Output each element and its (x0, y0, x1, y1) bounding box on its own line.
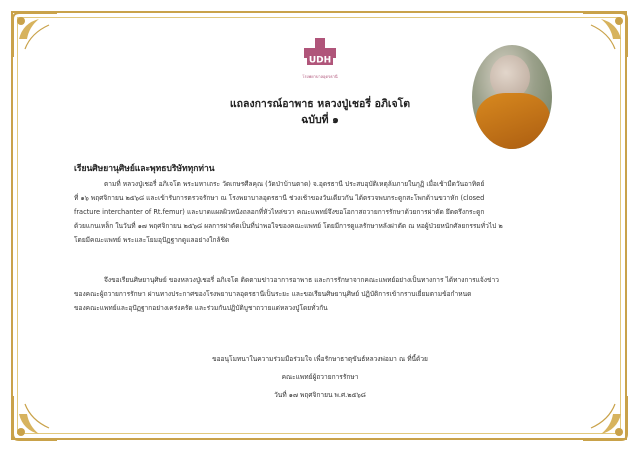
logo-text: UDH (308, 55, 332, 66)
logo-subtitle: โรงพยาบาลอุดรธานี (302, 74, 338, 79)
paragraph-line: โดยมีคณะแพทย์ พระและโยมอุปัฏฐากดูแลอย่างใกล้ชิด (74, 236, 230, 244)
hospital-logo-icon (304, 38, 336, 72)
title-line-1: แถลงการณ์อาพาธ หลวงปู่เชอรี่ อภิเจโต (229, 98, 411, 110)
salutation: เรียนศิษยานุศิษย์และพุทธบริษัททุกท่าน (74, 164, 215, 174)
hospital-logo (292, 38, 348, 98)
paragraph-line: จึงขอเรียนศิษยานุศิษย์ ของหลวงปู่เชอรี่ อภิเจโต ติดตามข่าวอาการอาพาธ และการรักษาจากคณะแพทย์อย่างเป็นทางการ ได้ทางการแจ้งข่าว (104, 276, 499, 284)
corner-ornament-icon (579, 9, 631, 61)
paragraph-2 (74, 273, 569, 315)
paragraph-line: ของคณะผู้ถวายการรักษา ผ่านทางประกาศของโรงพยาบาลอุดรธานีเป็นระยะ และขอเรียนศิษยานุศิษย์ ปฏิบัติการเข้ากราบเยี่ยมตามข้อกำหนด (74, 290, 472, 298)
closing-signatory: คณะแพทย์ผู้ถวายการรักษา (281, 373, 359, 381)
paragraph-line: ที่ ๑๖ พฤศจิกายน ๒๕๖๘ และเข้ารับการตรวจรักษา ณ โรงพยาบาลอุดรธานี ช่วงเช้าของวันเดียวกัน ได้ตรวจพบกระดูกสะโพกด้านขวาหัก (closed (74, 194, 485, 202)
paragraph-1 (74, 177, 569, 247)
paragraph-line: ตามที่ หลวงปู่เชอรี่ อภิเจโต พระมหาเถระ วัดเกษรศีลคุณ (วัดป่าบ้านตาด) จ.อุดรธานี ประสบอุบัติเหตุล้มภายในกุฏิ เมื่อเช้ามืดวันอาทิตย์ (104, 180, 485, 188)
title-line-2: ฉบับที่ ๑ (301, 114, 339, 126)
closing-thanks: ขออนุโมทนาในความร่วมมือร่วมใจ เพื่อรักษาธาตุขันธ์หลวงพ่อมา ณ ที่นี้ด้วย (212, 355, 428, 363)
closing-date: วันที่ ๑๗ พฤศจิกายน พ.ศ.๒๕๖๘ (274, 391, 366, 399)
closing-block (150, 350, 490, 404)
corner-ornament-icon (9, 9, 61, 61)
announcement-title (150, 96, 490, 128)
corner-ornament-icon (579, 392, 631, 444)
paragraph-line: fracture interchanter of Rt.femur) และบาดแผลผิวหนังถลอกที่หัวไหล่ขวา คณะแพทย์จึงขอโอกาสถวายการรักษาด้วยการผ่าตัด ยึดตรึงกระดูก (74, 208, 485, 216)
corner-ornament-icon (9, 392, 61, 444)
paragraph-line: ด้วยแกนเหล็ก ในวันที่ ๑๗ พฤศจิกายน ๒๕๖๘ ผลการผ่าตัดเป็นที่น่าพอใจของคณะแพทย์ โดยมีการดูแลรักษาหลังผ่าตัด ณ หอผู้ป่วยหนักศัลยกรรมทั่วไป ๒ (74, 222, 503, 230)
paragraph-line: ของคณะแพทย์และอุปัฏฐากอย่างเคร่งครัด และร่วมกันปฏิบัติบูชาถวายแด่หลวงปู่โดยทั่วกัน (74, 304, 328, 312)
